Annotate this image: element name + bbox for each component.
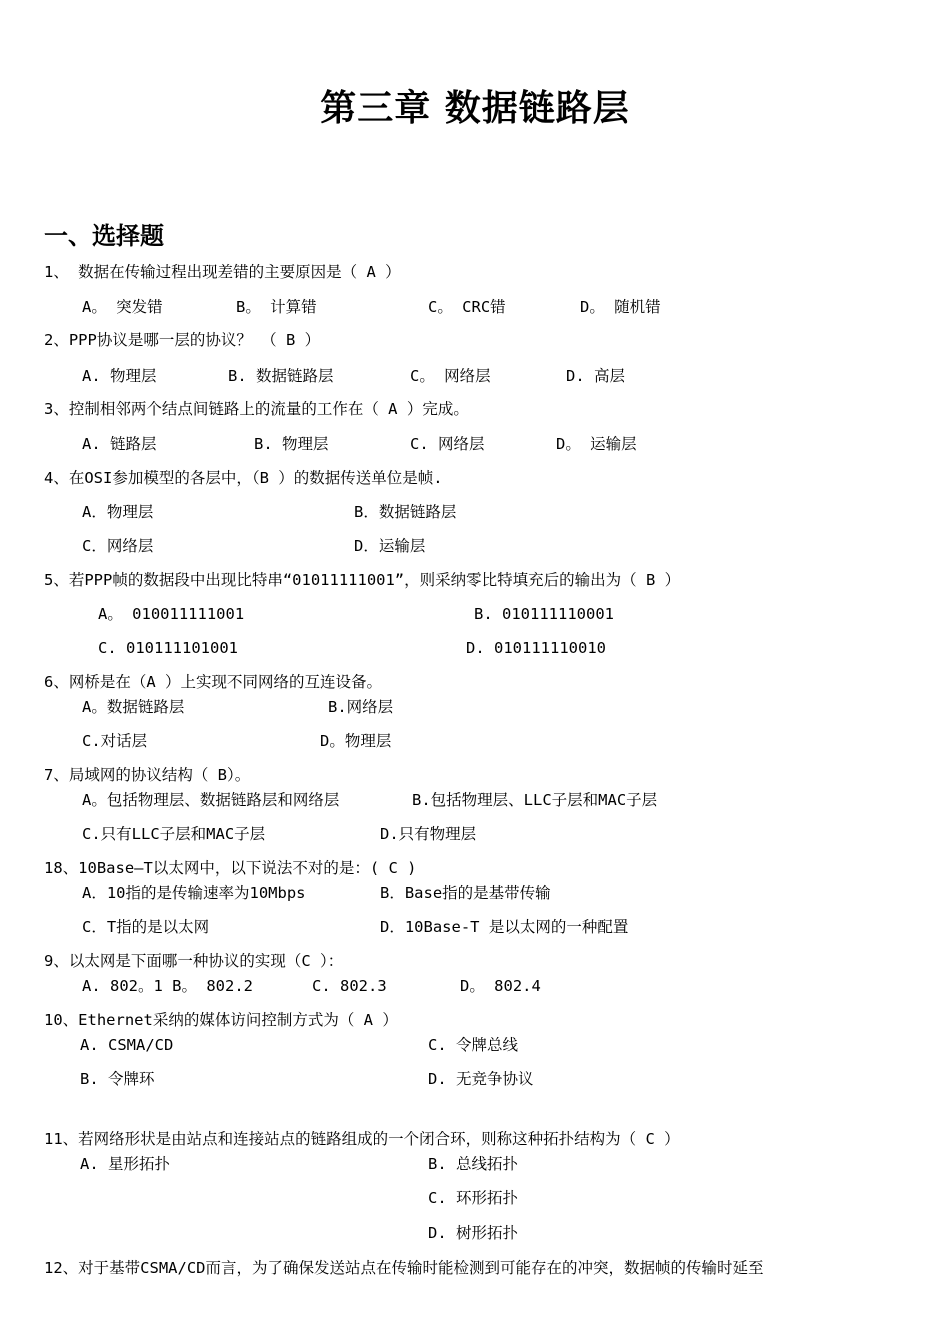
question-stem: 12、对于基带CSMA/CD而言，为了确保发送站点在传输时能检测到可能存在的冲突，数据帧的传输时延至 xyxy=(44,1259,764,1277)
option-b: B. 010111110001 xyxy=(474,605,614,623)
section-heading: 一、选择题 xyxy=(44,222,164,250)
option-a: A. 物理层 xyxy=(82,367,157,385)
option-b: B.包括物理层、LLC子层和MAC子层 xyxy=(412,791,658,809)
option-c: C．网络层 xyxy=(82,537,154,555)
option-c: C.只有LLC子层和MAC子层 xyxy=(82,825,266,843)
option-c: C.对话层 xyxy=(82,732,148,750)
option-a: A。 010011111001 xyxy=(98,605,245,623)
question-stem: 9、以太网是下面哪一种协议的实现（C ）： xyxy=(44,952,344,970)
option-b: B．Base指的是基带传输 xyxy=(380,884,551,902)
option-d: D。物理层 xyxy=(320,732,392,750)
option-c: C。 CRC错 xyxy=(428,298,506,316)
option-d: D。 802.4 xyxy=(460,977,541,995)
question-stem: 4、在OSI参加模型的各层中，（B ）的数据传送单位是帧. xyxy=(44,469,443,487)
option-d: D.只有物理层 xyxy=(380,825,477,843)
question-stem: 1、 数据在传输过程出现差错的主要原因是（ A ） xyxy=(44,263,401,281)
option-d: D．运输层 xyxy=(354,537,426,555)
option-d: D。 随机错 xyxy=(580,298,661,316)
option-b: B。 计算错 xyxy=(236,298,317,316)
option-a: A. 链路层 xyxy=(82,435,157,453)
option-d: D. 树形拓扑 xyxy=(428,1224,518,1242)
option-c: C. 环形拓扑 xyxy=(428,1189,518,1207)
question-stem: 11、若网络形状是由站点和连接站点的链路组成的一个闭合环，则称这种拓扑结构为（ C ） xyxy=(44,1130,680,1148)
question-stem: 3、控制相邻两个结点间链路上的流量的工作在（ A ）完成。 xyxy=(44,400,469,418)
option-b: B. 数据链路层 xyxy=(228,367,334,385)
option-c: C．T指的是以太网 xyxy=(82,918,210,936)
question-stem: 18、10Base—T以太网中，以下说法不对的是：( C ) xyxy=(44,859,417,877)
option-d: D. 高层 xyxy=(566,367,625,385)
option-b: B. 令牌环 xyxy=(80,1070,155,1088)
option-b: B. 总线拓扑 xyxy=(428,1155,518,1173)
option-a: A. CSMA/CD xyxy=(80,1036,174,1054)
option-b: B．数据链路层 xyxy=(354,503,457,521)
option-a: A．10指的是传输速率为10Mbps xyxy=(82,884,306,902)
option-d: D．10Base-T 是以太网的一种配置 xyxy=(380,918,629,936)
question-stem: 10、Ethernet采纳的媒体访问控制方式为（ A ） xyxy=(44,1011,398,1029)
option-d: D。 运输层 xyxy=(556,435,637,453)
option-a: A．物理层 xyxy=(82,503,154,521)
option-c: C. 010111101001 xyxy=(98,639,238,657)
question-stem: 6、网桥是在（A ）上实现不同网络的互连设备。 xyxy=(44,673,382,691)
question-stem: 2、PPP协议是哪一层的协议？ （ B ） xyxy=(44,331,321,349)
option-a: A。数据链路层 xyxy=(82,698,185,716)
page-title: 第三章 数据链路层 xyxy=(320,88,630,129)
option-c: C。 网络层 xyxy=(410,367,491,385)
option-a: A. 星形拓扑 xyxy=(80,1155,170,1173)
option-c: C. 网络层 xyxy=(410,435,485,453)
option-a: A。包括物理层、数据链路层和网络层 xyxy=(82,791,340,809)
option-c: C. 802.3 xyxy=(312,977,387,995)
option-a: A。 突发错 xyxy=(82,298,163,316)
option-d: D. 无竞争协议 xyxy=(428,1070,534,1088)
option-c: C. 令牌总线 xyxy=(428,1036,518,1054)
question-stem: 7、局域网的协议结构（ B）。 xyxy=(44,766,251,784)
option-d: D. 010111110010 xyxy=(466,639,606,657)
option-b: B.网络层 xyxy=(328,698,394,716)
option-ab: A. 802。1 B。 802.2 xyxy=(82,977,253,995)
option-b: B. 物理层 xyxy=(254,435,329,453)
question-stem: 5、若PPP帧的数据段中出现比特串“01011111001”，则采纳零比特填充后的输出为（ B ） xyxy=(44,571,681,589)
